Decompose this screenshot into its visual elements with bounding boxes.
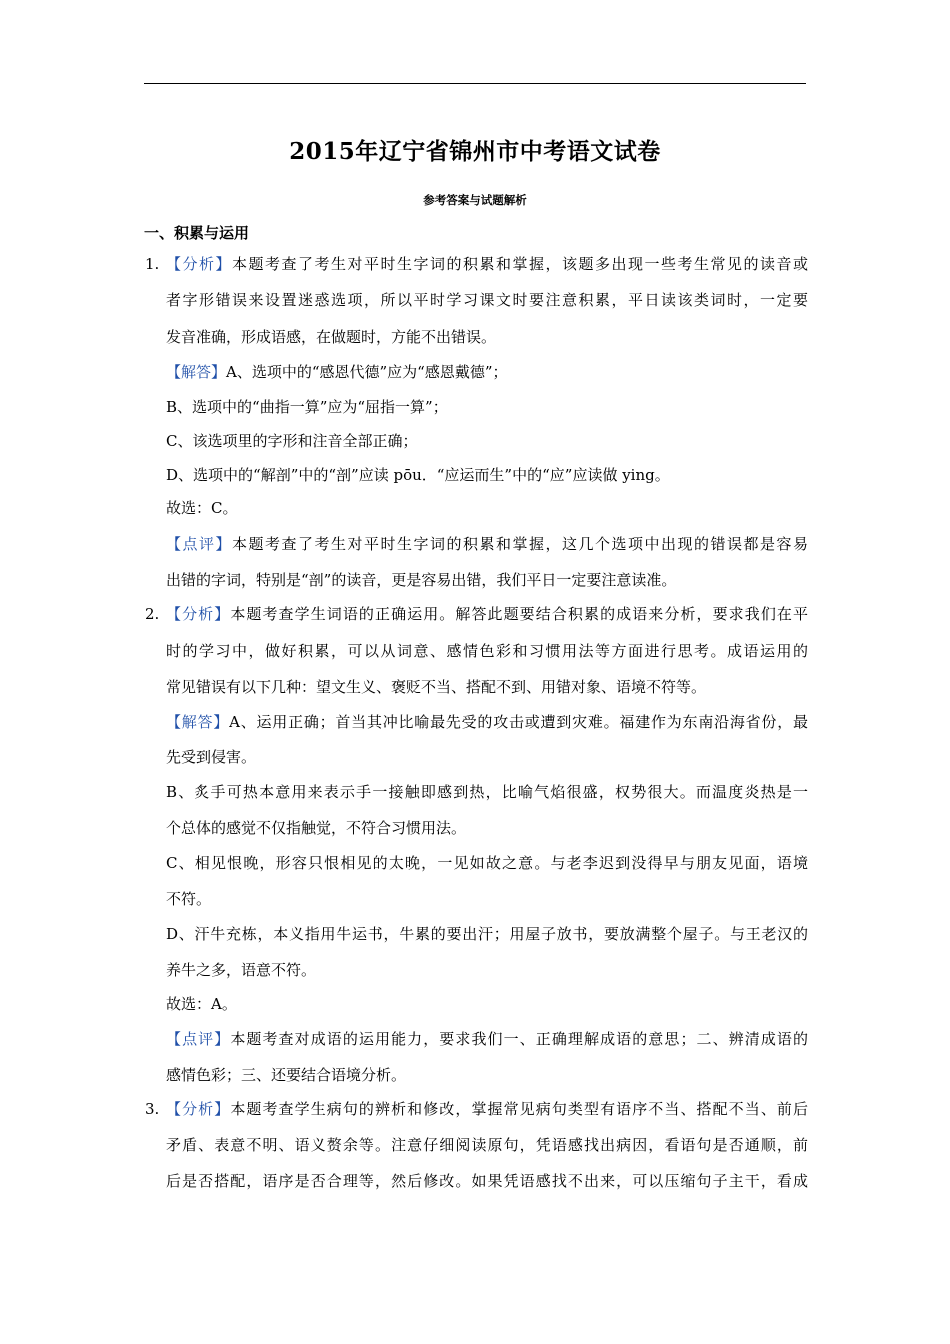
comment-tag: 【点评】	[166, 535, 232, 553]
q3-analysis-line: 后是否搭配，语序是否合理等，然后修改。如果凭语感找不出来，可以压缩句子主干，看成	[166, 1172, 808, 1190]
section-title: 一、积累与运用	[144, 224, 250, 242]
q2-answer-line: B、炙手可热本意用来表示手一接触即感到热，比喻气焰很盛，权势很大。而温度炎热是一	[166, 783, 808, 801]
question-number-3: 3.	[145, 1100, 160, 1118]
q2-answer-line: 先受到侵害。	[166, 748, 257, 766]
question-number-1: 1.	[145, 255, 160, 273]
q1-answer-line: C、该选项里的字形和注音全部正确；	[166, 432, 418, 450]
analysis-tag: 【分析】	[166, 255, 232, 273]
q2-analysis-line: 【分析】本题考查学生词语的正确运用。解答此题要结合积累的成语来分析，要求我们在平	[166, 605, 808, 623]
q1-answer-line: 故选：C。	[166, 499, 238, 517]
q2-answer-line: 【解答】A、运用正确；首当其冲比喻最先受的攻击或遭到灾难。福建作为东南沿海省份，最	[166, 713, 808, 731]
q1-analysis-line: 者字形错误来设置迷惑选项，所以平时学习课文时要注意积累，平日读该类词时，一定要	[166, 291, 808, 309]
q2-answer-line: C、相见恨晚，形容只恨相见的太晚，一见如故之意。与老李迟到没得早与朋友见面，语境	[166, 854, 808, 872]
q1-answer-line: B、选项中的“曲指一算”应为“屈指一算”；	[166, 398, 448, 416]
q2-analysis-line: 常见错误有以下几种：望文生义、褒贬不当、搭配不到、用错对象、语境不符等。	[166, 678, 707, 696]
q2-answer-line: 故选：A。	[166, 995, 237, 1013]
q2-answer-line: 不符。	[166, 890, 212, 908]
q2-answer-line: 养牛之多，语意不符。	[166, 961, 317, 979]
q1-comment-line: 【点评】本题考查了考生对平时生字词的积累和掌握，这几个选项中出现的错误都是容易	[166, 535, 808, 553]
analysis-tag: 【分析】	[166, 1100, 231, 1118]
page-subtitle: 参考答案与试题解析	[423, 193, 527, 207]
analysis-tag: 【分析】	[166, 605, 231, 623]
q1-analysis-line: 【分析】本题考查了考生对平时生字词的积累和掌握，该题多出现一些考生常见的读音或	[166, 255, 808, 273]
q1-answer-line: 【解答】A、选项中的“感恩代德”应为“感恩戴德”；	[166, 363, 508, 381]
q2-analysis-line: 时的学习中，做好积累，可以从词意、感情色彩和习惯用法等方面进行思考。成语运用的	[166, 642, 808, 660]
page-title: 2015年辽宁省锦州市中考语文试卷	[289, 138, 661, 165]
q3-analysis-line: 【分析】本题考查学生病句的辨析和修改，掌握常见病句类型有语序不当、搭配不当、前后	[166, 1100, 808, 1118]
question-number-2: 2.	[145, 605, 160, 623]
header-rule	[144, 83, 806, 84]
q2-comment-line: 感情色彩；三、还要结合语境分析。	[166, 1066, 407, 1084]
q2-comment-line: 【点评】本题考查对成语的运用能力，要求我们一、正确理解成语的意思；二、辨清成语的	[166, 1030, 808, 1048]
q1-analysis-line: 发音准确，形成语感，在做题时，方能不出错误。	[166, 328, 497, 346]
q1-answer-line: D、选项中的“解剖”中的“剖”应读 pōu．“应运而生”中的“应”应读做 ying。	[166, 466, 670, 484]
q3-analysis-line: 矛盾、表意不明、语义赘余等。注意仔细阅读原句，凭语感找出病因，看语句是否通顺，前	[166, 1136, 808, 1154]
q1-comment-line: 出错的字词，特别是“剖”的读音，更是容易出错，我们平日一定要注意读准。	[166, 571, 677, 589]
q2-answer-line: D、汗牛充栋，本义指用牛运书，牛累的要出汗；用屋子放书，要放满整个屋子。与王老汉的	[166, 925, 808, 943]
comment-tag: 【点评】	[166, 1030, 231, 1048]
answer-tag: 【解答】	[166, 363, 227, 381]
q2-answer-line: 个总体的感觉不仅指触觉，不符合习惯用法。	[166, 819, 467, 837]
answer-tag: 【解答】	[166, 713, 230, 731]
